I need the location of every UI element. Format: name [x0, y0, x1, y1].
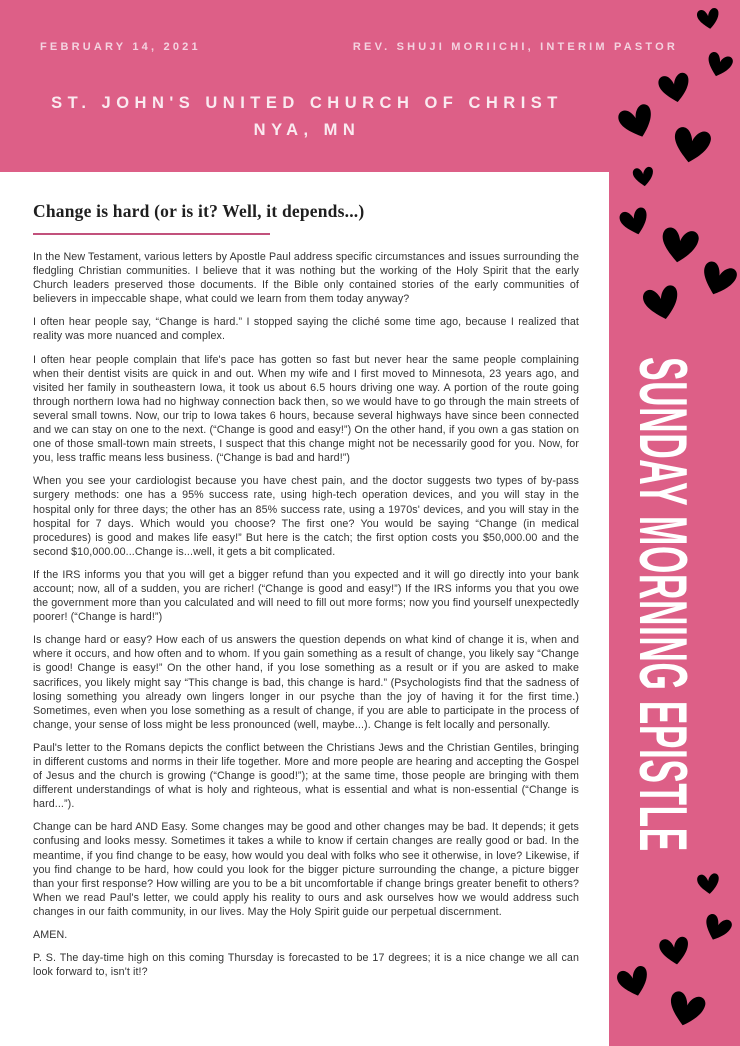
article-paragraph: I often hear people say, “Change is hard.” I stopped saying the cliché some time ago, because I realized that reality was more nuanced and complex. [33, 316, 579, 343]
article-paragraph: Change can be hard AND Easy. Some changes may be good and other changes may be bad. It depends; it gets confusing and looks messy. Sometimes it takes a while to know if certain changes are really good or bad. In the meantime, if you find change to be easy, how would you deal with folks who see it otherwise, in love? Likewise, if you find change to be hard, how could you look for the bigger picture surrounding the change, a picture bigger than your first response? How willing are you to be a bit uncomfortable if change brings greater benefit to others? When we read Paul's letter, we could apply his reality to ours and ask ourselves how we would address such changes in our faith community, in our lives. May the Holy Spirit guide our perpetual discernment. [33, 821, 579, 918]
postscript: P. S. The day-time high on this coming Thursday is forecasted to be 17 degrees; it is a nice change we all can look forward to, isn't it!? [33, 952, 579, 979]
vertical-masthead: SUNDAY MORNING EPISTLE [625, 357, 701, 852]
heart-icon [661, 114, 720, 173]
church-name [0, 90, 614, 144]
article-paragraph: In the New Testament, various letters by Apostle Paul address specific circumstances and issues surrounding the fledgling Christian communities. I believe that it was nothing but the working of the Holy Spirit that the early Church leaders preserved those documents. If the Bible only contained stories of the early communities of believers in impeccable shape, what could we learn from them today anyway? [33, 251, 579, 306]
heart-icon [691, 1, 725, 35]
article-paragraph: If the IRS informs you that you will get a bigger refund than you expected and it will go directly into your bank account; now, all of a sudden, you are richer! (“Change is good and easy!”) If the IRS informs you that you owe the government more than you calculated and will need to fill out more forms; now you find yourself unexpectedly poorer! (“Change is hard!”) [33, 568, 579, 624]
article-paragraph: Paul's letter to the Romans depicts the conflict between the Christians Jews and the Christian Gentiles, bringing in different customs and norms in their life together. More and more people are hearing and accepting the Gospel of Jesus and the church is growing (“Change is good!”); at the same time, those people are bringing with them different understandings of what is holy and righteous, what is essential and what is non-essential (“Change is hard...”). [33, 741, 579, 811]
article-paragraph: I often hear people complain that life's pace has gotten so fast but never hear the same people complaining when their dentist visits are quick in and out. When my wife and I first moved to Minnesota, 23 years ago, and visited her family in southeastern Iowa, it took us about 6.5 hours driving one way. A portion of the route going through northern Iowa had no highway connection back then, so we would have to go through the main streets of several small towns. Now, our trip to Iowa takes 6 hours, because several highways have since been connected and we can stay on one to the next. (“Change is good and easy!”) On the other hand, if you own a gas station on one of those small-town main streets, I suspect that this change might not be necessarily good for you. Now, for you, less traffic means less business. (“Change is bad and hard!”) [33, 353, 579, 465]
heart-icon [650, 63, 699, 112]
title-underline [33, 233, 270, 235]
heart-icon [692, 867, 725, 900]
article-body [33, 250, 579, 979]
article-paragraph: When you see your cardiologist because you have chest pain, and the doctor suggests two types of by-pass surgery methods: one has a 95% success rate, using high-tech operation devices, and you will stay in the hospital only for three days; the other has an 85% success rate, using a 1970s' devices, and you will stay in the hospital for 7 days. Which would you choose? The first one? You would be saying “Change (in medical procedures) is good and makes life easy!” But here is the catch; the first option costs you $50,000.00 and the second $10,000.00...Change is...well, it gets a bit complicated. [33, 475, 579, 558]
heart-icon [628, 161, 659, 192]
heart-icon [651, 927, 696, 972]
header-row [40, 41, 678, 53]
amen-line: AMEN. [33, 929, 68, 942]
church-name-line2: NYA, MN [253, 121, 361, 139]
church-name-line1: ST. JOHN'S UNITED CHURCH OF CHRIST [51, 94, 563, 112]
issue-date: FEBRUARY 14, 2021 [40, 41, 201, 53]
article-title: Change is hard (or is it? Well, it depends...) [33, 201, 365, 221]
pastor-name: REV. SHUJI MORIICHI, INTERIM PASTOR [352, 41, 678, 53]
heart-icon [633, 274, 690, 331]
article-sheet [0, 172, 609, 1046]
article-paragraph: Is change hard or easy? How each of us answers the question depends on what kind of change it is, when and where it occurs, and how often and to whom. If you gain something as a result of change, you likely say “Change is good! Change is easy!” On the other hand, if you lose something as a result or if you are asked to make sacrifices, you likely might say “This change is bad, this change is hard.” (Psychologists find that the sadness of losing something you already own lingers longer in our psyche than the joy of having it for the first time.) Sometimes, even when you lose something as a result of change, if you are able to participate in the process of change, your sense of loss might be less pronounced (well, maybe...). Change is felt locally and personally. [33, 634, 579, 731]
